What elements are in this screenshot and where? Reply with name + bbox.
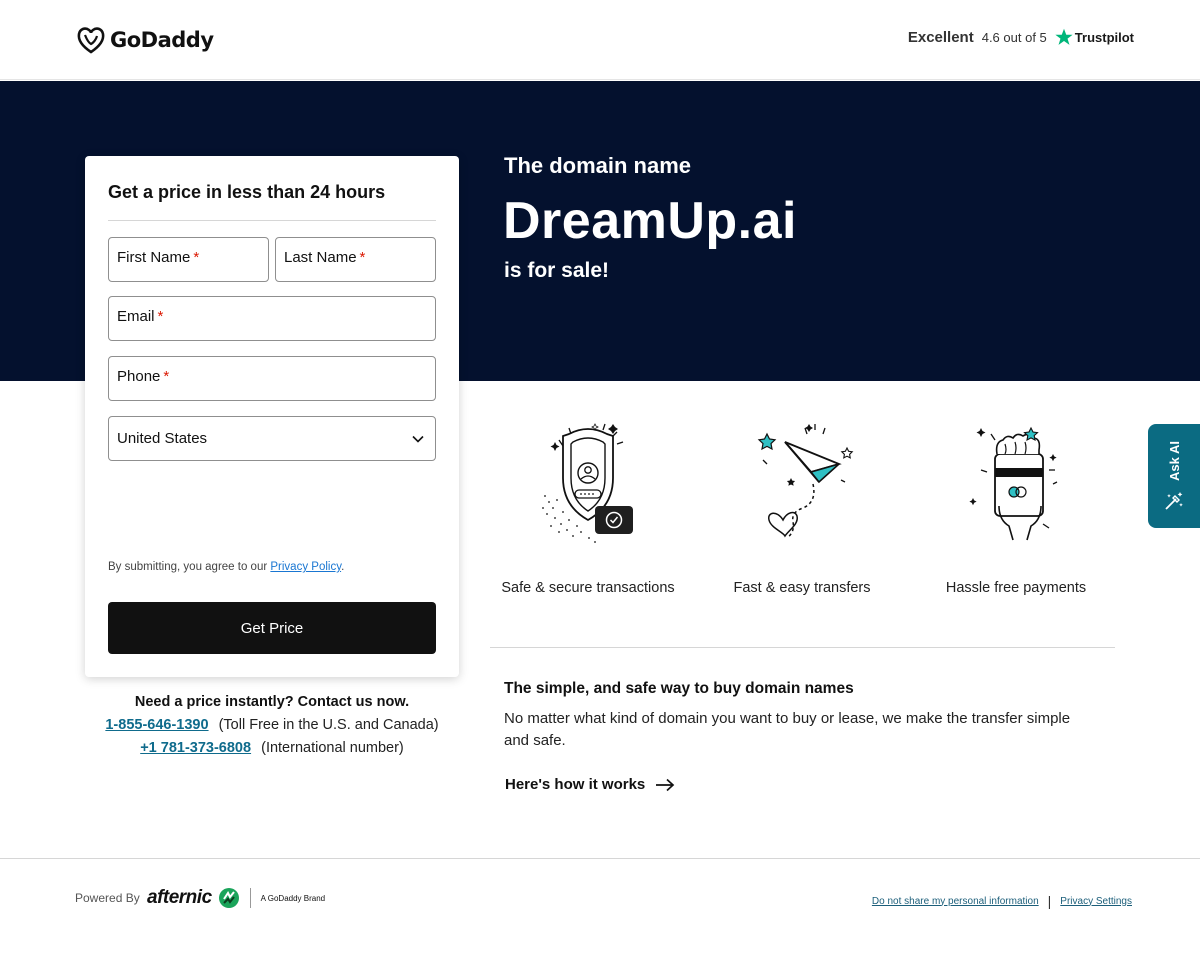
toll-free-note: (Toll Free in the U.S. and Canada) <box>218 717 439 733</box>
email-field[interactable] <box>108 296 436 341</box>
trustpilot-text: Trustpilot <box>1074 29 1134 45</box>
phone-label: Phone * <box>117 368 170 385</box>
section-divider <box>490 647 1115 648</box>
afternic-icon <box>218 887 240 909</box>
privacy-policy-link[interactable]: Privacy Policy <box>270 561 342 573</box>
ask-ai-label: Ask AI <box>1166 441 1182 481</box>
footer-separator: | <box>1047 893 1052 909</box>
feature-label: Fast & easy transfers <box>733 580 871 596</box>
country-value: United States <box>117 430 208 447</box>
contact-section <box>85 694 459 756</box>
feature-label: Safe & secure transactions <box>501 580 675 596</box>
price-request-form <box>85 156 459 677</box>
shield-user-icon <box>533 420 643 544</box>
logo-text: GoDaddy <box>110 28 214 52</box>
form-title: Get a price in less than 24 hours <box>108 182 386 202</box>
first-name-field[interactable] <box>108 237 269 282</box>
feature-payments <box>916 420 1116 596</box>
how-it-works-label: Here's how it works <box>505 776 646 793</box>
afternic-logo[interactable] <box>147 887 325 909</box>
international-phone-link[interactable]: +1 781-373-6808 <box>140 740 252 756</box>
star-icon <box>1055 28 1073 46</box>
godaddy-brand-tag: A GoDaddy Brand <box>260 893 326 903</box>
chevron-down-icon <box>411 432 425 446</box>
consent-text: By submitting, you agree to our Privacy Policy. <box>108 561 345 573</box>
trust-label: Excellent <box>907 28 974 46</box>
afternic-wordmark: afternic <box>147 887 212 908</box>
godaddy-logo[interactable] <box>76 26 214 54</box>
first-name-label: First Name * <box>117 249 200 266</box>
last-name-field[interactable] <box>275 237 436 282</box>
info-title: The simple, and safe way to buy domain names <box>504 680 854 697</box>
privacy-settings-link[interactable]: Privacy Settings <box>1060 895 1132 907</box>
get-price-button[interactable]: Get Price <box>108 602 436 654</box>
trustpilot-rating[interactable] <box>908 28 1134 46</box>
feature-transfers <box>702 420 902 596</box>
how-it-works-link[interactable] <box>505 776 675 793</box>
email-label: Email * <box>117 308 164 325</box>
hero-pretitle: The domain name <box>504 153 692 178</box>
hero-subtitle: is for sale! <box>504 259 610 282</box>
arrow-right-icon <box>655 778 675 792</box>
international-line <box>85 740 459 756</box>
toll-free-phone-link[interactable]: 1-855-646-1390 <box>105 717 209 733</box>
last-name-label: Last Name * <box>284 249 366 266</box>
paper-plane-icon <box>747 420 857 544</box>
phone-field[interactable] <box>108 356 436 401</box>
ask-ai-button[interactable] <box>1148 424 1200 528</box>
footer <box>0 858 1200 960</box>
footer-links <box>872 893 1132 909</box>
feature-label: Hassle free payments <box>945 580 1087 596</box>
form-divider <box>108 220 436 221</box>
trust-rating: 4.6 out of 5 <box>981 29 1047 45</box>
hero-domain-name: DreamUp.ai <box>503 192 797 250</box>
toll-free-line <box>85 717 459 733</box>
feature-secure <box>488 420 688 596</box>
info-text: No matter what kind of domain you want to buy or lease, we make the transfer simple and safe. <box>504 710 1071 749</box>
godaddy-logo-icon <box>76 26 106 54</box>
logo-separator <box>250 888 251 908</box>
international-note: (International number) <box>261 740 404 756</box>
powered-by-text: Powered By <box>75 891 140 905</box>
credit-card-hand-icon <box>961 420 1071 544</box>
country-select[interactable] <box>108 416 436 461</box>
trustpilot-brand <box>1055 28 1134 46</box>
do-not-share-link[interactable]: Do not share my personal information <box>871 895 1039 907</box>
magic-wand-icon <box>1164 491 1184 511</box>
contact-title: Need a price instantly? Contact us now. <box>134 694 410 710</box>
header <box>0 0 1200 80</box>
